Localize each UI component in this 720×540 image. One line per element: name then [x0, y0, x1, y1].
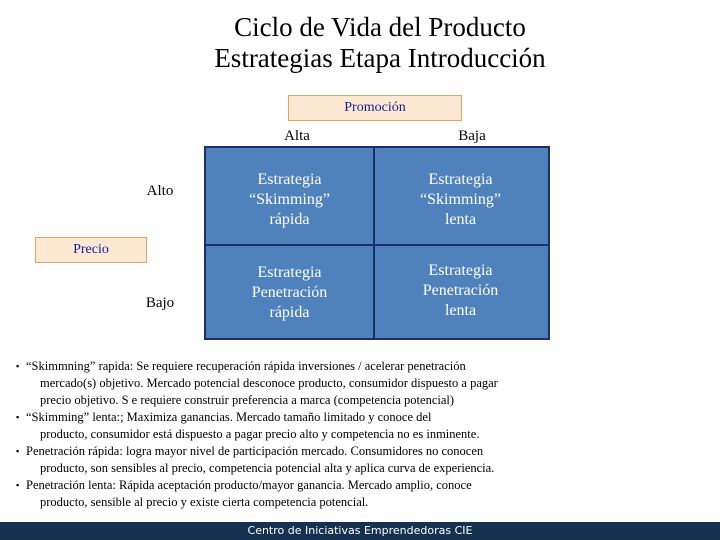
cell-penetracion-rapida: Estrategia Penetración rápida — [251, 264, 328, 321]
promocion-label-box: Promoción — [288, 95, 462, 121]
bullet-penetracion-lenta: ▪ Penetración lenta: Rápida aceptación producto/mayor ganancia. Mercado amplio, conoce producto, sensible al precio y existe cierta competencia potencial. — [14, 477, 614, 511]
column-label-baja: Baja — [458, 128, 486, 144]
bullet-penetracion-rapida: ▪ Penetración rápida: logra mayor nivel de participación mercado. Consumidores no conocen producto, son sensibles al precio, competencia potencial alta y aplica curva de experiencia. — [14, 443, 614, 477]
cell-skimming-rapida: Estrategia “Skimming” rápida — [249, 171, 330, 228]
matrix-divider-horizontal — [206, 244, 548, 246]
column-label-alta: Alta — [284, 128, 310, 144]
matrix-divider-vertical — [373, 148, 375, 338]
cell-penetracion-lenta: Estrategia Penetración lenta — [422, 262, 499, 319]
title-line-2: Estrategias Etapa Introducción — [214, 43, 546, 73]
precio-label-box: Precio — [35, 237, 147, 263]
title-line-1: Ciclo de Vida del Producto — [234, 12, 526, 42]
bullet-skimming-lenta: ▪ “Skimming” lenta:; Maximiza ganancias. Mercado tamaño limitado y conoce del producto, consumidor está dispuesto a pagar precio alto y competencia no es inminente. — [14, 409, 614, 443]
page-title — [0, 12, 720, 74]
row-label-bajo: Bajo — [145, 295, 175, 311]
bullet-skimming-rapida: ▪ “Skimmning” rapida: Se requiere recuperación rápida inversiones / acelerar penetración mercado(s) objetivo. Mercado potencial desconoce producto, consumidor dispuesto a pagar precio objetivo. S e requiere construir preferencia a marca (competencia potencial) — [14, 358, 614, 409]
strategy-matrix — [204, 146, 550, 340]
footer-bar: Centro de Iniciativas Emprendedoras CIE — [0, 522, 720, 540]
bullet-list — [14, 358, 614, 511]
row-label-alto: Alto — [146, 183, 174, 199]
cell-skimming-lenta: Estrategia “Skimming” lenta — [420, 171, 501, 228]
